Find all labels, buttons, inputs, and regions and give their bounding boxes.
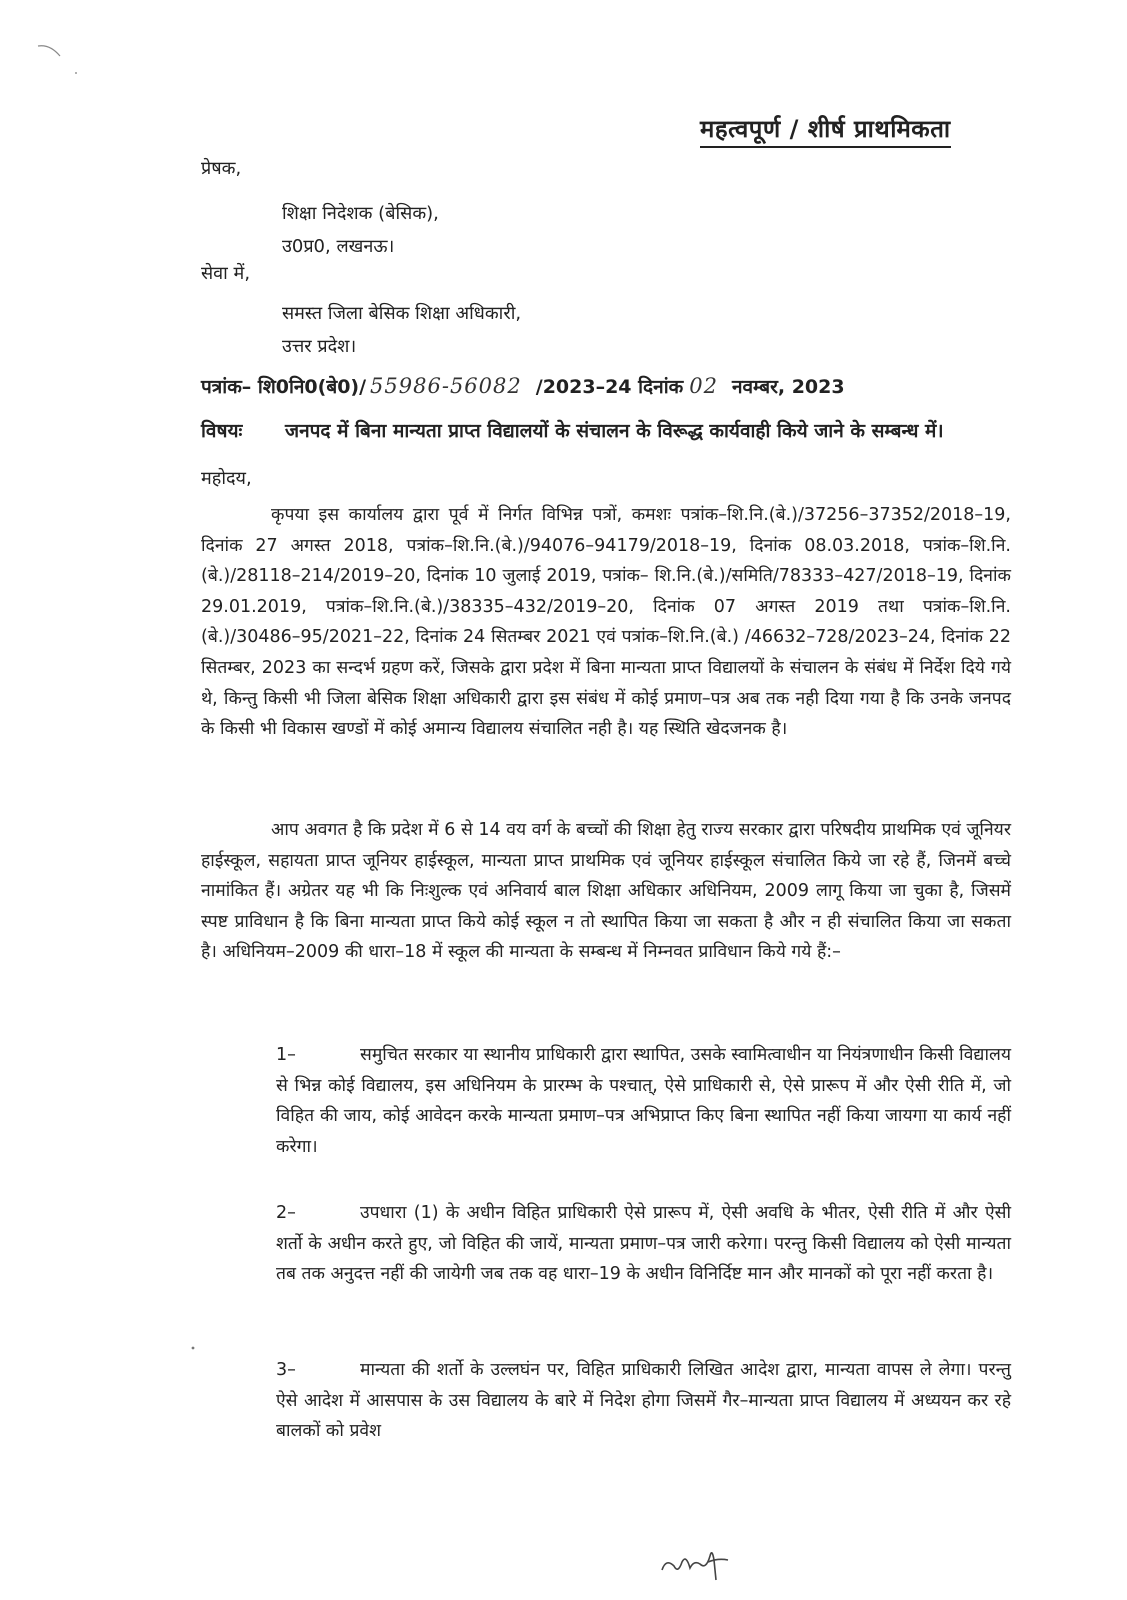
sender-designation: शिक्षा निदेशक (बेसिक),	[282, 203, 439, 224]
provision-text: मान्यता की शर्तो के उल्लघंन पर, विहित प्राधिकारी लिखित आदेश द्वारा, मान्यता वापस ले लेगा। परन्तु ऐसे आदेश में आसपास के उस विद्यालय के बारे में निदेश होगा जिसमें गैर–मान्यता प्राप्त विद्यालय में अध्ययन कर रहे बालकों को प्रवेश	[276, 1360, 1011, 1442]
provision-item	[276, 1355, 1011, 1447]
subject-block	[201, 418, 1011, 444]
sender-location: उ0प्र0, लखनऊ।	[282, 236, 395, 257]
reference-line	[201, 373, 845, 399]
recipient-designation: समस्त जिला बेसिक शिक्षा अधिकारी,	[282, 303, 522, 324]
provision-number: 3–	[276, 1360, 296, 1380]
recipient-location: उत्तर प्रदेश।	[282, 336, 357, 357]
reference-prefix: पत्रांक– शि0नि0(बे0)/	[201, 376, 367, 398]
initials-signature	[656, 1540, 736, 1585]
reference-month-year: नवम्बर, 2023	[731, 376, 845, 398]
provision-item	[276, 1198, 1011, 1290]
subject-text: जनपद में बिना मान्यता प्राप्त विद्यालयों के संचालन के विरूद्ध कार्यवाही किये जाने के सम्बन्ध में।	[285, 420, 944, 442]
recipient-label: सेवा में,	[201, 263, 251, 284]
body-paragraph-1: कृपया इस कार्यालय द्वारा पूर्व में निर्गत विभिन्न पत्रों, कमशः पत्रांक–शि.नि.(बे.)/37256–37352/2018–19, दिनांक 27 अगस्त 2018, पत्रांक–शि.नि.(बे.)/94076–94179/2018–19, दिनांक 08.03.2018, पत्रांक–शि.नि.(बे.)/28118–214/2019–20, दिनांक 10 जुलाई 2019, पत्रांक– शि.नि.(बे.)/समिति/78333–427/2018–19, दिनांक 29.01.2019, पत्रांक–शि.नि.(बे.)/38335–432/2019–20, दिनांक 07 अगस्त 2019 तथा पत्रांक–शि.नि.(बे.)/30486–95/2021–22, दिनांक 24 सितम्बर 2021 एवं पत्रांक–शि.नि.(बे.) /46632–728/2023–24, दिनांक 22 सितम्बर, 2023 का सन्दर्भ ग्रहण करें, जिसके द्वारा प्रदेश में बिना मान्यता प्राप्त विद्यालयों के संचालन के संबंध में निर्देश दिये गये थे, किन्तु किसी भी जिला बेसिक शिक्षा अधिकारी द्वारा इस संबंध में कोई प्रमाण–पत्र अब तक नही दिया गया है कि उनके जनपद के किसी भी विकास खण्डों में कोई अमान्य विद्यालय संचालित नही है। यह स्थिति खेदजनक है।	[201, 505, 1011, 740]
provision-number: 1–	[276, 1045, 296, 1065]
priority-heading: महत्वपूर्ण / शीर्ष प्राथमिकता	[700, 112, 951, 148]
provision-item	[276, 1040, 1011, 1162]
salutation: महोदय,	[201, 468, 252, 489]
reference-day-handwritten: 02	[689, 374, 718, 398]
reference-number-handwritten: 55986-56082	[370, 374, 522, 398]
provision-number: 2–	[276, 1203, 296, 1223]
scan-dot	[190, 1345, 196, 1351]
reference-year: /2023–24 दिनांक	[535, 376, 684, 398]
body-paragraph-2: आप अवगत है कि प्रदेश में 6 से 14 वय वर्ग के बच्चों की शिक्षा हेतु राज्य सरकार द्वारा परिषदीय प्राथमिक एवं जूनियर हाईस्कूल, सहायता प्राप्त जूनियर हाईस्कूल, मान्यता प्राप्त प्राथमिक एवं जूनियर हाईस्कूल संचालित किये जा रहे हैं, जिनमें बच्चे नामांकित हैं। अग्रेतर यह भी कि निःशुल्क एवं अनिवार्य बाल शिक्षा अधिकार अधिनियम, 2009 लागू किया जा चुका है, जिसमें स्पष्ट प्राविधान है कि बिना मान्यता प्राप्त किये कोई स्कूल न तो स्थापित किया जा सकता है और न ही संचालित किया जा सकता है। अधिनियम–2009 की धारा–18 में स्कूल की मान्यता के सम्बन्ध में निम्नवत प्राविधान किये गये हैं:–	[201, 820, 1011, 963]
provision-text: उपधारा (1) के अधीन विहित प्राधिकारी ऐसे प्रारूप में, ऐसी अवधि के भीतर, ऐसी रीति में और ऐसी शर्तो के अधीन करते हुए, जो विहित की जायें, मान्यता प्रमाण–पत्र जारी करेगा। परन्तु किसी विद्यालय को ऐसी मान्यता तब तक अनुदत्त नहीं की जायेगी जब तक वह धारा–19 के अधीन विनिर्दिष्ट मान और मानकों को पूरा नहीं करता है।	[276, 1203, 1011, 1285]
sender-label: प्रेषक,	[201, 158, 242, 179]
scan-mark	[36, 40, 86, 80]
subject-label: विषयः	[201, 420, 243, 442]
provision-text: समुचित सरकार या स्थानीय प्राधिकारी द्वारा स्थापित, उसके स्वामित्वाधीन या नियंत्रणाधीन किसी विद्यालय से भिन्न कोई विद्यालय, इस अधिनियम के प्रारम्भ के पश्चात्, ऐसे प्राधिकारी से, ऐसे प्रारूप में और ऐसी रीति में, जो विहित की जाय, कोई आवेदन करके मान्यता प्रमाण–पत्र अभिप्राप्त किए बिना स्थापित नहीं किया जायगा या कार्य नहीं करेगा।	[276, 1045, 1011, 1157]
